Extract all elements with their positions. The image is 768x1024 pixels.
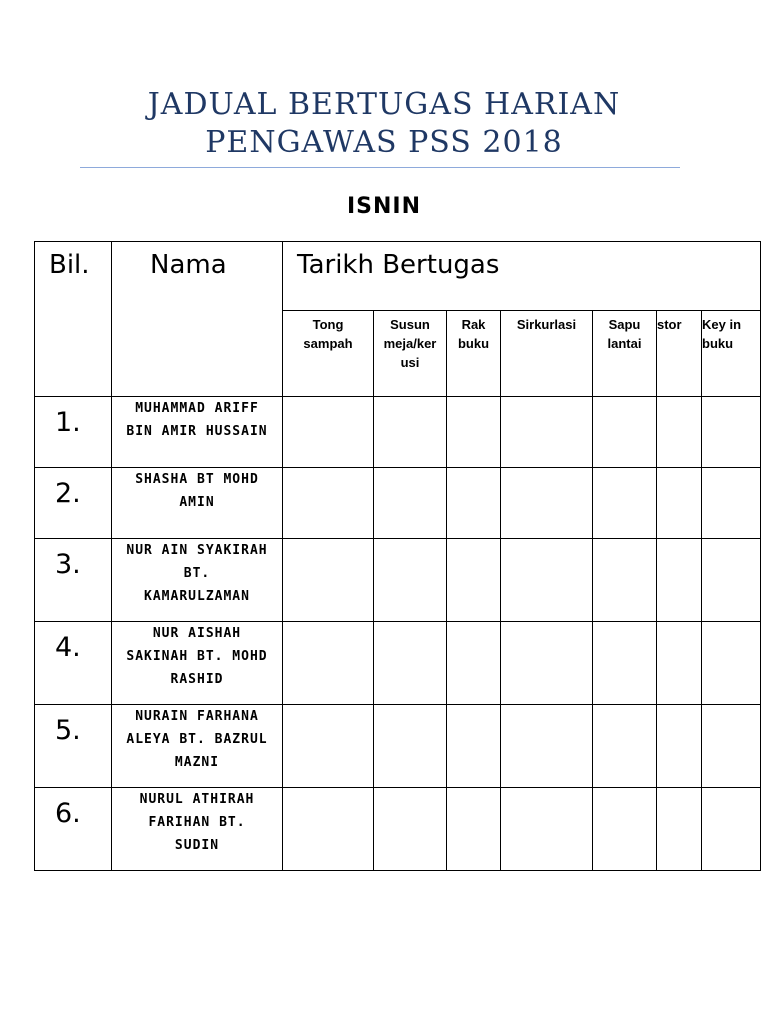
duty-cell[interactable]	[447, 705, 501, 788]
task-header-text: Sirkurlasi	[516, 317, 577, 332]
task-header-text: Sapu	[608, 317, 641, 332]
task-header-text: Key in	[702, 317, 742, 332]
header-bil: Bil.	[35, 242, 112, 397]
task-header-5	[657, 311, 702, 397]
duty-cell[interactable]	[374, 622, 447, 705]
duty-cell[interactable]	[593, 705, 657, 788]
task-header-2	[447, 311, 501, 397]
duty-cell[interactable]	[657, 397, 702, 468]
duty-cell[interactable]	[283, 705, 374, 788]
header-tarikh-bertugas: Tarikh Bertugas	[283, 242, 761, 311]
task-header-1	[374, 311, 447, 397]
duty-cell[interactable]	[593, 468, 657, 539]
duty-cell[interactable]	[702, 705, 761, 788]
student-name	[112, 788, 283, 871]
duty-cell[interactable]	[374, 397, 447, 468]
student-name-line: MAZNI	[174, 755, 220, 770]
row-number: 2.	[35, 468, 112, 539]
duty-cell[interactable]	[283, 622, 374, 705]
duty-cell[interactable]	[374, 468, 447, 539]
duty-cell[interactable]	[657, 622, 702, 705]
duty-cell[interactable]	[657, 539, 702, 622]
document-title-line-1: JADUAL BERTUGAS HARIAN	[147, 87, 621, 122]
duty-cell[interactable]	[447, 788, 501, 871]
task-header-text: buku	[457, 336, 490, 351]
student-name	[112, 539, 283, 622]
student-name-line: NURAIN FARHANA	[135, 709, 259, 724]
duty-cell[interactable]	[657, 788, 702, 871]
student-name-line: NUR AISHAH	[152, 626, 242, 641]
row-number: 6.	[35, 788, 112, 871]
duty-cell[interactable]	[501, 468, 593, 539]
duty-cell[interactable]	[657, 705, 702, 788]
duty-cell[interactable]	[593, 539, 657, 622]
task-header-text: Tong	[312, 317, 344, 332]
table-row	[35, 468, 761, 539]
duty-cell[interactable]	[283, 397, 374, 468]
table-row	[35, 705, 761, 788]
document-title-line-2: PENGAWAS PSS 2018	[205, 125, 563, 160]
duty-cell[interactable]	[374, 705, 447, 788]
duty-cell[interactable]	[657, 468, 702, 539]
student-name-line: SUDIN	[174, 838, 220, 853]
duty-cell[interactable]	[501, 788, 593, 871]
row-number: 1.	[35, 397, 112, 468]
table-row	[35, 539, 761, 622]
table-row	[35, 622, 761, 705]
student-name-line: FARIHAN BT.	[148, 815, 246, 830]
student-name-line: NUR AIN SYAKIRAH	[126, 543, 268, 558]
duty-cell[interactable]	[447, 468, 501, 539]
task-header-text: lantai	[607, 336, 642, 351]
student-name	[112, 468, 283, 539]
student-name	[112, 397, 283, 468]
duty-cell[interactable]	[593, 622, 657, 705]
duty-cell[interactable]	[501, 539, 593, 622]
student-name-line: SHASHA BT MOHD	[135, 472, 259, 487]
duty-cell[interactable]	[702, 622, 761, 705]
task-header-6	[702, 311, 761, 397]
duty-cell[interactable]	[447, 622, 501, 705]
student-name-line: AMIN	[179, 495, 215, 510]
task-header-text: sampah	[303, 336, 353, 351]
task-header-text: meja/ker	[383, 336, 437, 351]
row-number: 5.	[35, 705, 112, 788]
row-number: 3.	[35, 539, 112, 622]
task-header-text: Susun	[390, 317, 430, 332]
duty-table	[34, 241, 761, 871]
student-name-line: KAMARULZAMAN	[144, 589, 250, 604]
duty-cell[interactable]	[501, 705, 593, 788]
table-row	[35, 788, 761, 871]
task-header-4	[593, 311, 657, 397]
row-number: 4.	[35, 622, 112, 705]
duty-cell[interactable]	[702, 468, 761, 539]
title-divider	[80, 167, 680, 168]
task-header-3	[501, 311, 593, 397]
duty-cell[interactable]	[374, 539, 447, 622]
duty-cell[interactable]	[593, 788, 657, 871]
table-row	[35, 397, 761, 468]
student-name	[112, 705, 283, 788]
student-name-line: ALEYA BT. BAZRUL	[126, 732, 268, 747]
duty-cell[interactable]	[447, 397, 501, 468]
task-header-0	[283, 311, 374, 397]
task-header-text: Rak	[461, 317, 486, 332]
duty-cell[interactable]	[501, 397, 593, 468]
duty-cell[interactable]	[501, 622, 593, 705]
student-name-line: BIN AMIR HUSSAIN	[126, 424, 268, 439]
student-name-line: RASHID	[170, 672, 224, 687]
duty-cell[interactable]	[702, 788, 761, 871]
day-heading: ISNIN	[346, 194, 422, 219]
student-name-line: BT.	[183, 566, 211, 581]
duty-cell[interactable]	[702, 397, 761, 468]
student-name	[112, 622, 283, 705]
student-name-line: NURUL ATHIRAH	[139, 792, 255, 807]
task-header-text: stor	[657, 317, 682, 332]
duty-cell[interactable]	[283, 788, 374, 871]
student-name-line: SAKINAH BT. MOHD	[126, 649, 268, 664]
duty-cell[interactable]	[283, 539, 374, 622]
duty-cell[interactable]	[374, 788, 447, 871]
duty-cell[interactable]	[593, 397, 657, 468]
student-name-line: MUHAMMAD ARIFF	[135, 401, 259, 416]
duty-cell[interactable]	[447, 539, 501, 622]
task-header-text: usi	[400, 355, 420, 370]
header-nama: Nama	[112, 242, 283, 397]
task-header-text: buku	[702, 336, 734, 351]
duty-cell[interactable]	[702, 539, 761, 622]
duty-cell[interactable]	[283, 468, 374, 539]
